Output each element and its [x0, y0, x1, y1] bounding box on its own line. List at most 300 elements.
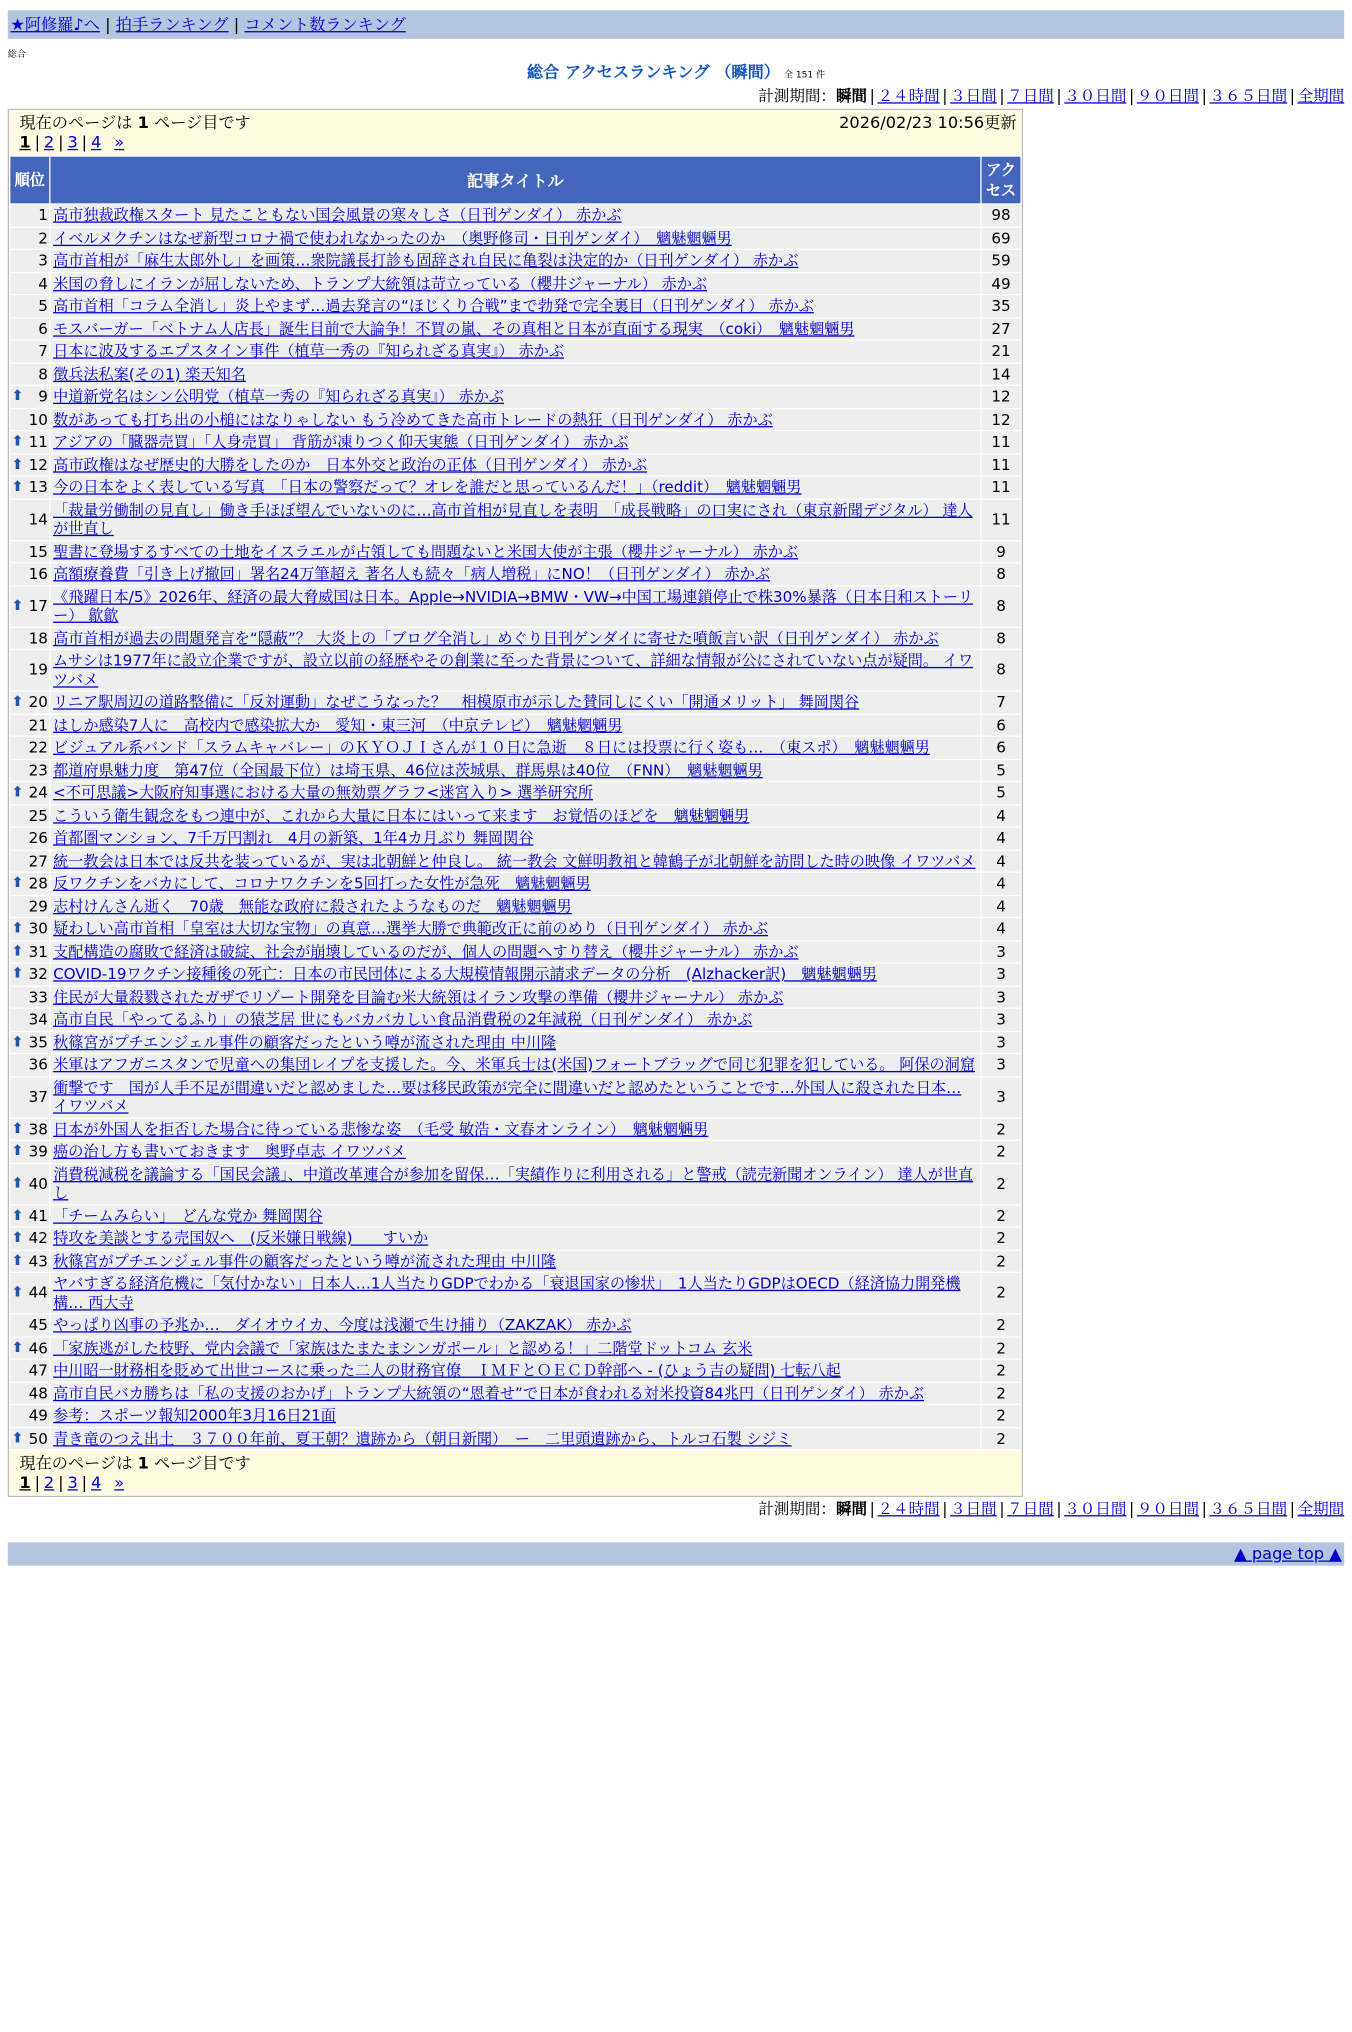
period-link[interactable]: ３日間 [950, 86, 997, 105]
rank-number: 44 [28, 1283, 48, 1302]
title-cell [51, 941, 981, 962]
title-cell [51, 541, 981, 562]
access-count: 2 [982, 1250, 1021, 1271]
category-label: 総合 [7, 49, 26, 60]
table-row [10, 273, 1020, 294]
access-count: 8 [982, 627, 1021, 648]
table-row [10, 782, 1020, 803]
article-link[interactable]: 高額療養費「引き上げ撤回」署名24万筆超え 著名人も続々「病人増税」にNO！（日刊ゲンダイ） 赤かぶ [53, 564, 770, 583]
table-row [10, 499, 1020, 539]
article-link[interactable]: アジアの「臓器売買」「人身売買」 背筋が凍りつく仰天実態（日刊ゲンダイ） 赤かぶ [53, 432, 629, 451]
rank-cell [10, 1337, 49, 1358]
title-cell [51, 1360, 981, 1381]
rank-number: 49 [28, 1406, 48, 1425]
rank-number: 45 [28, 1315, 48, 1334]
rank-cell [10, 1077, 49, 1117]
article-link[interactable]: COVID-19ワクチン接種後の死亡：日本の市民団体による大規模情報開示請求データの分析 (Alzhacker訳) 魑魅魍魎男 [53, 964, 877, 983]
title-cell [51, 963, 981, 984]
period-separator: | [1201, 86, 1207, 105]
rank-number: 8 [38, 364, 48, 383]
title-cell [51, 850, 981, 871]
rank-cell [10, 1118, 49, 1139]
table-row [10, 650, 1020, 690]
pager-top [19, 132, 1011, 154]
table-row [10, 1118, 1020, 1139]
rank-up-arrow-icon: ⬆ [11, 1338, 24, 1356]
period-separator: | [942, 86, 948, 105]
access-count: 4 [982, 850, 1021, 871]
ranking-box [8, 109, 1023, 1497]
rank-number: 12 [28, 455, 48, 474]
article-link[interactable]: 癌の治し方も書いておきます 奥野卓志 イワツバメ [53, 1142, 406, 1161]
article-link[interactable]: 消費税減税を議論する「国民会議」、中道改革連合が参加を留保…「実績作りに利用される」と警戒（読売新聞オンライン） 達人が世直し [53, 1164, 974, 1202]
article-link[interactable]: イベルメクチンはなぜ新型コロナ禍で使われなかったのか （奥野修司・日刊ゲンダイ） 魑魅魍魎男 [53, 228, 732, 247]
page-top-link[interactable]: ▲ page top ▲ [1234, 1543, 1342, 1564]
rank-cell [10, 541, 49, 562]
table-row [10, 227, 1020, 248]
period-separator: | [1056, 1499, 1062, 1518]
table-row [10, 1273, 1020, 1313]
table-row [10, 895, 1020, 916]
rank-number: 2 [38, 228, 48, 247]
access-count: 4 [982, 873, 1021, 894]
access-count: 49 [982, 273, 1021, 294]
article-link[interactable]: 青き竜のつえ出土 ３７００年前、夏王朝？遺跡から（朝日新聞） ー 二里頭遺跡から、トルコ石製 シジミ [53, 1429, 792, 1448]
access-count: 4 [982, 918, 1021, 939]
pager-separator: | [58, 132, 64, 152]
pager-separator: | [58, 1472, 64, 1492]
rank-up-arrow-icon: ⬆ [11, 1174, 24, 1192]
access-count: 2 [982, 1360, 1021, 1381]
period-selector-bottom [8, 1500, 1344, 1519]
article-link[interactable]: 支配構造の腐敗で経済は破綻、社会が崩壊しているのだが、個人の問題へすり替え（櫻井ジャーナル） 赤かぶ [53, 942, 799, 961]
title-cell [51, 205, 981, 226]
table-row [10, 1314, 1020, 1335]
pager-current: 1 [19, 132, 31, 152]
rank-cell [10, 341, 49, 362]
title-cell [51, 1077, 981, 1117]
table-row [10, 737, 1020, 758]
period-separator: | [1289, 1499, 1295, 1518]
title-header: 記事タイトル [51, 157, 981, 204]
title-cell [51, 227, 981, 248]
period-separator: | [1056, 86, 1062, 105]
rank-number: 18 [28, 628, 48, 647]
article-link[interactable]: 日本に波及するエプスタイン事件（植草一秀の『知られざる真実』） 赤かぶ [53, 341, 565, 361]
access-count: 12 [982, 386, 1021, 407]
access-count: 11 [982, 477, 1021, 498]
rank-number: 16 [28, 564, 48, 583]
rank-cell [10, 1164, 49, 1204]
rank-cell [10, 563, 49, 584]
rank-number: 22 [28, 738, 48, 757]
rank-number: 47 [28, 1361, 48, 1380]
title-cell [51, 760, 981, 781]
article-link[interactable]: 中道新党名はシン公明党（植草一秀の『知られざる真実』） 赤かぶ [53, 387, 505, 406]
rank-cell [10, 692, 49, 713]
rank-cell [10, 1031, 49, 1052]
access-count: 4 [982, 805, 1021, 826]
rank-cell [10, 1250, 49, 1271]
table-row [10, 1382, 1020, 1403]
rank-number: 17 [28, 596, 48, 615]
rank-number: 6 [38, 319, 48, 338]
table-row [10, 205, 1020, 226]
table-row [10, 1009, 1020, 1030]
access-count: 2 [982, 1205, 1021, 1226]
period-separator: | [999, 1499, 1005, 1518]
rank-number: 23 [28, 760, 48, 779]
access-count: 2 [982, 1382, 1021, 1403]
table-row [10, 1077, 1020, 1117]
article-link[interactable]: 統一教会は日本では反共を装っているが、実は北朝鮮と仲良し。 統一教会 文鮮明教祖と韓鶴子が北朝鮮を訪問した時の映像 イワツバメ [53, 851, 976, 870]
title-cell [51, 1273, 981, 1313]
article-link[interactable]: 米国の脅しにイランが屈しないため、トランプ大統領は苛立っている（櫻井ジャーナル） 赤かぶ [53, 273, 708, 293]
clap-ranking-link[interactable]: 拍手ランキング [115, 14, 229, 34]
article-link[interactable]: 今の日本をよく表している写真 「日本の警察だって？オレを誰だと思っているんだ！」（reddit） 魑魅魍魎男 [53, 477, 802, 496]
period-separator: | [1128, 86, 1135, 105]
rank-up-arrow-icon: ⬆ [11, 1032, 24, 1050]
rank-cell [10, 386, 49, 407]
article-link[interactable]: 高市自民バカ勝ちは「私の支援のおかげ」トランプ大統領の“恩着せ”で日本が食われる対米投資84兆円（日刊ゲンダイ） 赤かぶ [53, 1383, 925, 1402]
rank-up-arrow-icon: ⬆ [11, 1119, 24, 1137]
period-separator: | [1128, 1499, 1135, 1518]
article-link[interactable]: 秋篠宮がプチエンジェル事件の顧客だったという噂が流された理由 中川隆 [53, 1032, 557, 1051]
pager-link[interactable]: 2 [43, 132, 55, 152]
title-cell [51, 873, 981, 894]
rank-cell [10, 1009, 49, 1030]
period-link[interactable]: ９０日間 [1136, 86, 1200, 105]
title-cell [51, 499, 981, 539]
access-count: 4 [982, 895, 1021, 916]
article-link[interactable]: ヤバすぎる経済危機に「気付かない」日本人…1人当たりGDPでわかる「衰退国家の惨状」 1人当たりGDPはOECD（経済協力開発機構… 西大寺 [53, 1274, 961, 1312]
access-count: 8 [982, 650, 1021, 690]
table-row [10, 1337, 1020, 1358]
pager-link[interactable]: 2 [43, 1472, 55, 1492]
rank-number: 50 [28, 1429, 48, 1448]
title-cell [51, 1314, 981, 1335]
table-row [10, 692, 1020, 713]
article-link[interactable]: リニア駅周辺の道路整備に「反対運動」なぜこうなった？ 相模原市が示した賛同しにくい「開通メリット」 舞岡関谷 [53, 692, 860, 711]
access-count: 11 [982, 499, 1021, 539]
table-row [10, 295, 1020, 316]
access-count: 69 [982, 227, 1021, 248]
rank-number: 27 [28, 851, 48, 870]
access-count: 3 [982, 963, 1021, 984]
period-separator: | [999, 86, 1005, 105]
updated-timestamp: 2026/02/23 10:56更新 [839, 112, 1017, 133]
pager-current: 1 [19, 1472, 31, 1492]
access-count: 27 [982, 318, 1021, 339]
access-count: 21 [982, 341, 1021, 362]
rank-cell [10, 409, 49, 430]
rank-number: 5 [38, 296, 48, 315]
access-count: 2 [982, 1164, 1021, 1204]
period-link[interactable]: ７日間 [1007, 1499, 1054, 1518]
access-count: 3 [982, 1054, 1021, 1075]
rank-up-arrow-icon: ⬆ [11, 1206, 24, 1224]
rank-number: 14 [28, 509, 48, 529]
table-row [10, 586, 1020, 626]
rank-number: 15 [28, 541, 48, 561]
title-cell [51, 1382, 981, 1403]
rank-number: 39 [28, 1142, 48, 1161]
pager-separator: | [81, 1472, 88, 1492]
period-separator: | [1289, 86, 1295, 105]
rank-cell [10, 627, 49, 648]
table-row [10, 873, 1020, 894]
period-link[interactable]: ９０日間 [1136, 1499, 1200, 1518]
article-link[interactable]: ビジュアル系バンド「スラムキャバレー」のＫＹＯＪＩさんが１０日に急逝 ８日には投票に行く姿も… （東スポ） 魑魅魍魎男 [53, 738, 930, 757]
rank-cell [10, 1141, 49, 1162]
article-link[interactable]: 米軍はアフガニスタンで児童への集団レイプを支援した。今、米軍兵士は(米国)フォートブラッグで同じ犯罪を犯している。 阿保の洞窟 [53, 1055, 975, 1074]
rank-number: 30 [28, 919, 48, 938]
table-row [10, 805, 1020, 826]
table-row [10, 1428, 1020, 1449]
access-count: 59 [982, 250, 1021, 271]
article-link[interactable]: 特攻を美談とする売国奴へ (反米嫌日戦線) すいか [53, 1228, 429, 1248]
table-row [10, 1205, 1020, 1226]
article-link[interactable]: 衝撃です 国が人手不足が間違いだと認めました…要は移民政策が完全に間違いだと認めたということです…外国人に殺された日本… イワツバメ [53, 1078, 962, 1115]
title-cell [51, 805, 981, 826]
access-count: 4 [982, 828, 1021, 849]
rank-cell [10, 227, 49, 248]
table-row [10, 1054, 1020, 1075]
pager-link[interactable]: 3 [67, 1472, 78, 1492]
article-link[interactable]: 首都圏マンション、7千万円割れ 4月の新築、1年4カ月ぶり 舞岡関谷 [53, 828, 534, 847]
top-nav-bar: ★阿修羅♪へ | 拍手ランキング | コメント数ランキング [8, 10, 1344, 38]
title-cell [51, 895, 981, 916]
table-row [10, 341, 1020, 362]
rank-up-arrow-icon: ⬆ [11, 692, 24, 710]
pager-link[interactable]: 3 [67, 132, 78, 152]
article-link[interactable]: 徴兵法私案(その1) 楽天知名 [53, 364, 246, 383]
rank-cell [10, 205, 49, 226]
title-cell [51, 250, 981, 271]
page-info-text: 現在のページは 1 ページ目です [19, 1452, 251, 1473]
article-link[interactable]: やっぱり凶事の予兆か… ダイオウイカ、今度は浅瀬で生け捕り（ZAKZAK） 赤かぶ [53, 1315, 632, 1334]
access-count: 2 [982, 1314, 1021, 1335]
table-row [10, 1360, 1020, 1381]
rank-up-arrow-icon: ⬆ [11, 919, 24, 937]
rank-cell [10, 873, 49, 894]
period-link[interactable]: 全期間 [1297, 86, 1345, 105]
table-row [10, 1164, 1020, 1204]
period-separator: | [869, 1499, 875, 1518]
table-row [10, 386, 1020, 407]
rank-number: 36 [28, 1055, 48, 1074]
pager-next-link[interactable]: » [114, 1472, 125, 1492]
title-cell [51, 386, 981, 407]
title-cell [51, 714, 981, 735]
rank-cell [10, 918, 49, 939]
page-info-bar-top [9, 110, 1022, 155]
comment-ranking-link[interactable]: コメント数ランキング [244, 14, 406, 34]
rank-number: 28 [28, 874, 48, 893]
bottom-bar [8, 1542, 1344, 1565]
article-link[interactable]: 日本が外国人を拒否した場合に待っている悲惨な姿 （毛受 敏浩・文春オンライン） 魑魅魍魎男 [53, 1119, 709, 1138]
title-cell [51, 273, 981, 294]
rank-number: 40 [28, 1174, 48, 1193]
access-count: 2 [982, 1337, 1021, 1358]
pager-bottom [19, 1472, 1011, 1494]
rank-number: 43 [28, 1251, 48, 1270]
access-count: 5 [982, 782, 1021, 803]
rank-cell [10, 1314, 49, 1335]
rank-cell [10, 477, 49, 498]
period-link[interactable]: ２４時間 [877, 1499, 940, 1518]
article-link[interactable]: 高市自民「やってるふり」の猿芝居 世にもバカバカしい食品消費税の2年減税（日刊ゲンダイ） 赤かぶ [53, 1010, 753, 1029]
article-link[interactable]: 住民が大量殺戮されたガザでリゾート開発を目論む米大統領はイラン攻撃の準備（櫻井ジャーナル） 赤かぶ [53, 987, 784, 1006]
rank-cell [10, 1405, 49, 1426]
article-link[interactable]: 秋篠宮がプチエンジェル事件の顧客だったという噂が流された理由 中川隆 [53, 1251, 557, 1270]
rank-number: 29 [28, 896, 48, 915]
table-row [10, 918, 1020, 939]
rank-cell [10, 1228, 49, 1249]
rank-up-arrow-icon: ⬆ [11, 783, 24, 801]
title-cell [51, 1337, 981, 1358]
article-link[interactable]: 都道府県魅力度 第47位（全国最下位）は埼玉県、46位は茨城県、群馬県は40位 （FNN） 魑魅魍魎男 [53, 760, 763, 779]
title-cell [51, 1141, 981, 1162]
pager-next-link[interactable]: » [114, 132, 125, 152]
rank-cell [10, 586, 49, 626]
title-cell [51, 341, 981, 362]
article-link[interactable]: 数があっても打ち出の小槌にはなりゃしない もう冷めてきた高市トレードの熱狂（日刊ゲンダイ） 赤かぶ [53, 409, 773, 428]
rank-number: 48 [28, 1383, 48, 1402]
period-link[interactable]: ３０日間 [1064, 86, 1127, 105]
rank-up-arrow-icon: ⬆ [11, 387, 24, 405]
title-cell [51, 1164, 981, 1204]
access-count: 2 [982, 1405, 1021, 1426]
table-row [10, 627, 1020, 648]
title-cell [51, 782, 981, 803]
access-count: 11 [982, 454, 1021, 475]
period-link[interactable]: ７日間 [1007, 86, 1054, 105]
article-link[interactable]: 高市首相「コラム全消し」炎上やまず…過去発言の“ほじくり合戦”まで勃発で完全裏目（日刊ゲンダイ） 赤かぶ [53, 296, 814, 315]
article-link[interactable]: 志村けんさん逝く 70歳 無能な政府に殺されたようなものだ 魑魅魍魎男 [53, 896, 572, 915]
pager-separator: | [81, 132, 88, 152]
rank-number: 37 [28, 1087, 48, 1106]
article-link[interactable]: 聖書に登場するすべての土地をイスラエルが占領しても問題ないと米国大使が主張（櫻井ジャーナル） 赤かぶ [53, 541, 799, 561]
article-link[interactable]: 《飛躍日本/5》2026年、経済の最大脅威国は日本。Apple→NVIDIA→BMW・VW→中国工場連鎖停止で株30%暴落（日本日和ストーリー） 歙歙 [53, 587, 974, 625]
article-link[interactable]: 「チームみらい」 どんな党か 舞岡関谷 [53, 1206, 323, 1225]
period-link[interactable]: ３日間 [950, 1499, 997, 1518]
rank-cell [10, 295, 49, 316]
pager-link[interactable]: 4 [90, 1472, 102, 1492]
rank-number: 41 [28, 1206, 48, 1225]
table-header-row [10, 157, 1020, 204]
article-link[interactable]: こういう衛生観念をもつ連中が、これから大量に日本にはいって来ます お覚悟のほどを 魑魅魍魎男 [53, 806, 750, 825]
period-separator: | [869, 86, 875, 105]
title-cell [51, 563, 981, 584]
rank-cell [10, 1273, 49, 1313]
rank-number: 35 [28, 1032, 48, 1051]
article-link[interactable]: 「裁量労働制の見直し」働き手ほぼ望んでいないのに…高市首相が見直しを表明 「成長戦略」の口実にされ（東京新聞デジタル） 達人が世直し [53, 500, 973, 538]
period-link[interactable]: ２４時間 [877, 86, 940, 105]
rank-cell [10, 941, 49, 962]
period-link[interactable]: ３６５日間 [1209, 1499, 1288, 1518]
rank-number: 26 [28, 828, 48, 847]
table-row [10, 541, 1020, 562]
table-row [10, 1031, 1020, 1052]
access-count: 5 [982, 760, 1021, 781]
home-link[interactable]: ★阿修羅♪へ [10, 14, 100, 34]
rank-number: 20 [28, 692, 48, 711]
rank-number: 11 [28, 432, 48, 451]
title-cell [51, 650, 981, 690]
rank-up-arrow-icon: ⬆ [11, 1251, 24, 1269]
rank-number: 42 [28, 1228, 48, 1248]
access-count: 35 [982, 295, 1021, 316]
article-link[interactable]: 高市政権はなぜ歴史的大勝をしたのか 日本外交と政治の正体（日刊ゲンダイ） 赤かぶ [53, 455, 647, 474]
article-link[interactable]: 疑わしい高市首相「皇室は大切な宝物」の真意…選挙大勝で典範改正に前のめり（日刊ゲンダイ） 赤かぶ [53, 919, 769, 938]
title-cell [51, 737, 981, 758]
title-cell [51, 828, 981, 849]
rank-cell [10, 1360, 49, 1381]
rank-number: 19 [28, 660, 48, 679]
article-link[interactable]: 「家族逃がした枝野、党内会議で「家族はたまたまシンガポール」と認める！」二階堂ドットコム 玄米 [53, 1338, 753, 1357]
period-current: 瞬間 [835, 86, 868, 105]
article-link[interactable]: 中川昭一財務相を貶めて出世コースに乗った二人の財務官僚 ＩＭＦとＯＥＣＤ幹部へ - (ひょう吉の疑問) 七転八起 [53, 1361, 841, 1380]
rank-cell [10, 273, 49, 294]
period-link[interactable]: 全期間 [1297, 1499, 1345, 1518]
article-link[interactable]: 高市首相が「麻生太郎外し」を画策…衆院議長打診も固辞され自民に亀裂は決定的か（日刊ゲンダイ） 赤かぶ [53, 251, 799, 270]
title-cell [51, 318, 981, 339]
article-link[interactable]: 高市首相が過去の問題発言を“隠蔽”？ 大炎上の「ブログ全消し」めぐり日刊ゲンダイに寄せた噴飯言い訳（日刊ゲンダイ） 赤かぶ [53, 628, 939, 647]
rank-cell [10, 805, 49, 826]
period-link[interactable]: ３６５日間 [1209, 86, 1288, 105]
article-link[interactable]: 参考：スポーツ報知2000年3月16日21面 [53, 1406, 336, 1425]
title-cell [51, 986, 981, 1007]
period-separator: | [1201, 1499, 1207, 1518]
rank-cell [10, 499, 49, 539]
rank-cell [10, 318, 49, 339]
period-label: 計測期間： [758, 1499, 836, 1518]
article-link[interactable]: モスバーガー「ベトナム人店長」誕生目前で大論争！不買の嵐、その真相と日本が直面する現実 （coki） 魑魅魍魎男 [53, 319, 855, 338]
article-link[interactable]: 高市独裁政権スタート 見たこともない国会風景の寒々しさ（日刊ゲンダイ） 赤かぶ [53, 205, 622, 225]
table-row [10, 1141, 1020, 1162]
pager-separator: | [34, 132, 41, 152]
article-link[interactable]: はしか感染7人に 高校内で感染拡大か 愛知・東三河 （中京テレビ） 魑魅魍魎男 [53, 715, 623, 734]
title-cell [51, 1405, 981, 1426]
title-cell [51, 1250, 981, 1271]
title-cell [51, 918, 981, 939]
rank-number: 13 [28, 477, 48, 496]
rank-number: 4 [38, 273, 48, 293]
article-link[interactable]: <不可思議>大阪府知事選における大量の無効票グラフ<迷宮入り> 選挙研究所 [53, 783, 593, 802]
pager-separator: | [34, 1472, 41, 1492]
article-link[interactable]: ムサシは1977年に設立企業ですが、設立以前の経歴やその創業に至った背景について、詳細な情報が公にされていない点が疑問。 イワツバメ [53, 651, 974, 689]
rank-number: 9 [38, 387, 48, 406]
table-row [10, 1228, 1020, 1249]
rank-number: 31 [28, 942, 48, 961]
table-row [10, 986, 1020, 1007]
table-row [10, 941, 1020, 962]
article-link[interactable]: 反ワクチンをバカにして、コロナワクチンを5回打った女性が急死 魑魅魍魎男 [53, 874, 591, 893]
rank-number: 34 [28, 1010, 48, 1029]
access-count: 8 [982, 586, 1021, 626]
pager-link[interactable]: 4 [90, 132, 102, 152]
rank-cell [10, 782, 49, 803]
period-link[interactable]: ３０日間 [1064, 1499, 1127, 1518]
title-cell [51, 295, 981, 316]
title-cell [51, 477, 981, 498]
title-cell [51, 431, 981, 452]
page-info-bar-bottom [9, 1450, 1022, 1495]
title-cell [51, 1228, 981, 1249]
rank-up-arrow-icon: ⬆ [11, 942, 24, 959]
access-count: 9 [982, 541, 1021, 562]
